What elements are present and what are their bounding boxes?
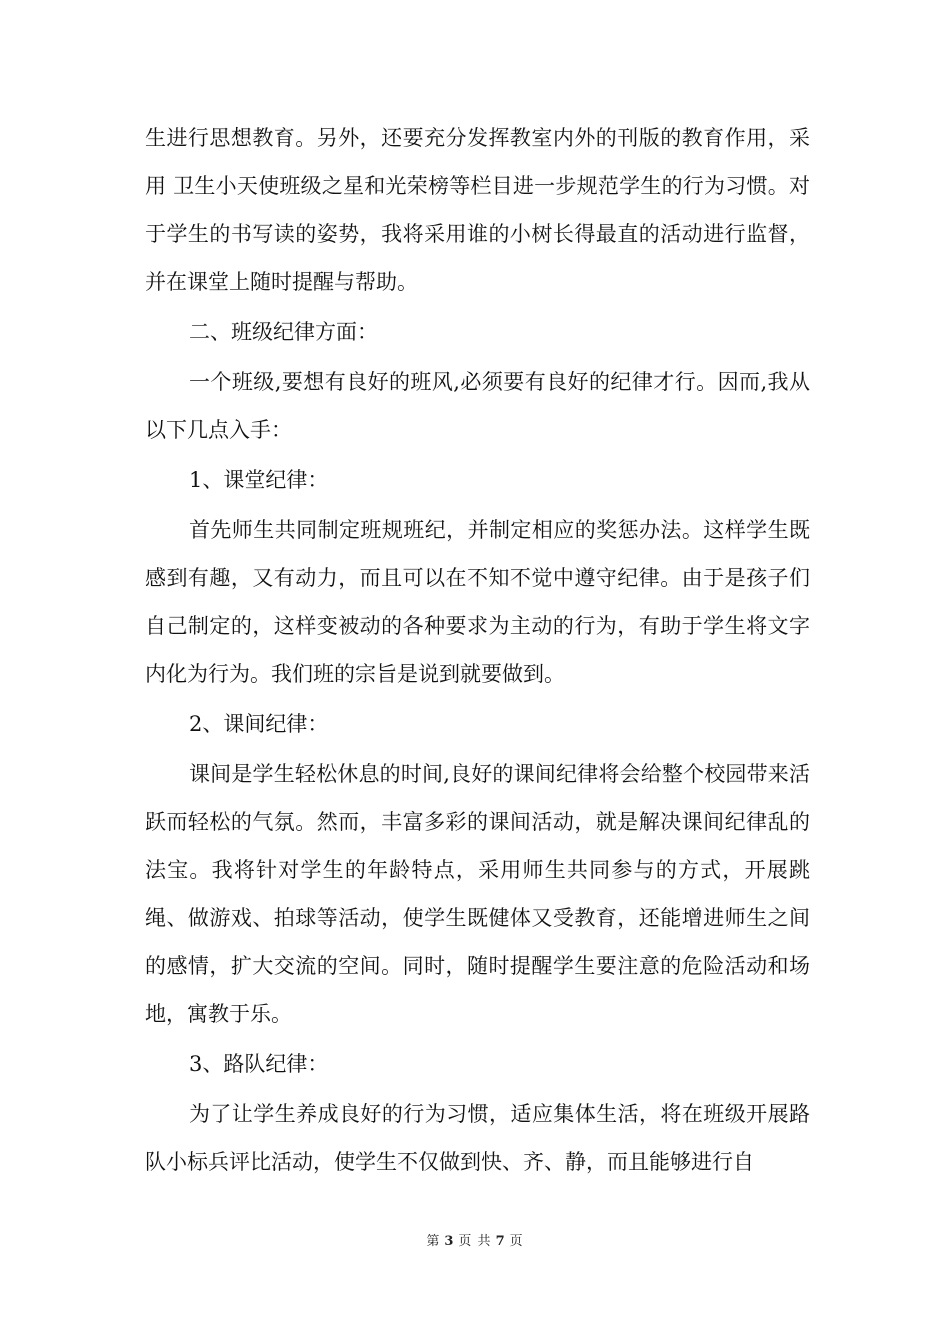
footer-prefix: 第 <box>426 1234 441 1249</box>
heading-classroom-discipline: 1、课堂纪律： <box>189 468 329 492</box>
paragraph-3: 一个班级,要想有良好的班风,必须要有良好的纪律才行。因而,我从以下几点入手： <box>145 370 810 442</box>
paragraph-5: 首先师生共同制定班规班纪，并制定相应的奖惩办法。这样学生既感到有趣，又有动力，而且可以在不知不觉中遵守纪律。由于是孩子们自己制定的，这样变被动的各种要求为主动的行为，有助于学生将文字内化为行为。我们班的宗旨是说到就要做到。 <box>145 518 810 686</box>
total-page-number: 7 <box>495 1234 506 1249</box>
current-page-number: 3 <box>444 1234 455 1249</box>
document-body <box>145 114 810 1186</box>
page-footer <box>0 1230 950 1249</box>
heading-break-discipline: 2、课间纪律： <box>189 712 329 736</box>
paragraph-9: 为了让学生养成良好的行为习惯，适应集体生活，将在班级开展路队小标兵评比活动，使学生不仅做到快、齐、静，而且能够进行自 <box>145 1102 810 1174</box>
heading-class-discipline: 二、班级纪律方面： <box>189 320 378 344</box>
footer-suffix: 页 <box>509 1234 524 1249</box>
paragraph-7: 课间是学生轻松休息的时间,良好的课间纪律将会给整个校园带来活跃而轻松的气氛。然而，丰富多彩的课间活动，就是解决课间纪律乱的法宝。我将针对学生的年龄特点，采用师生共同参与的方式，开展跳绳、做游戏、拍球等活动，使学生既健体又受教育，还能增进师生之间的感情，扩大交流的空间。同时，随时提醒学生要注意的危险活动和场地，寓教于乐。 <box>145 762 810 1026</box>
paragraph-1: 生进行思想教育。另外，还要充分发挥教室内外的刊版的教育作用，采用 卫生小天使班级之星和光荣榜等栏目进一步规范学生的行为习惯。对于学生的书写读的姿势，我将采用谁的小树长得最直的活动进行监督，并在课堂上随时提醒与帮助。 <box>145 126 810 294</box>
footer-middle: 页 共 <box>458 1234 492 1249</box>
heading-line-discipline: 3、路队纪律： <box>189 1052 329 1076</box>
